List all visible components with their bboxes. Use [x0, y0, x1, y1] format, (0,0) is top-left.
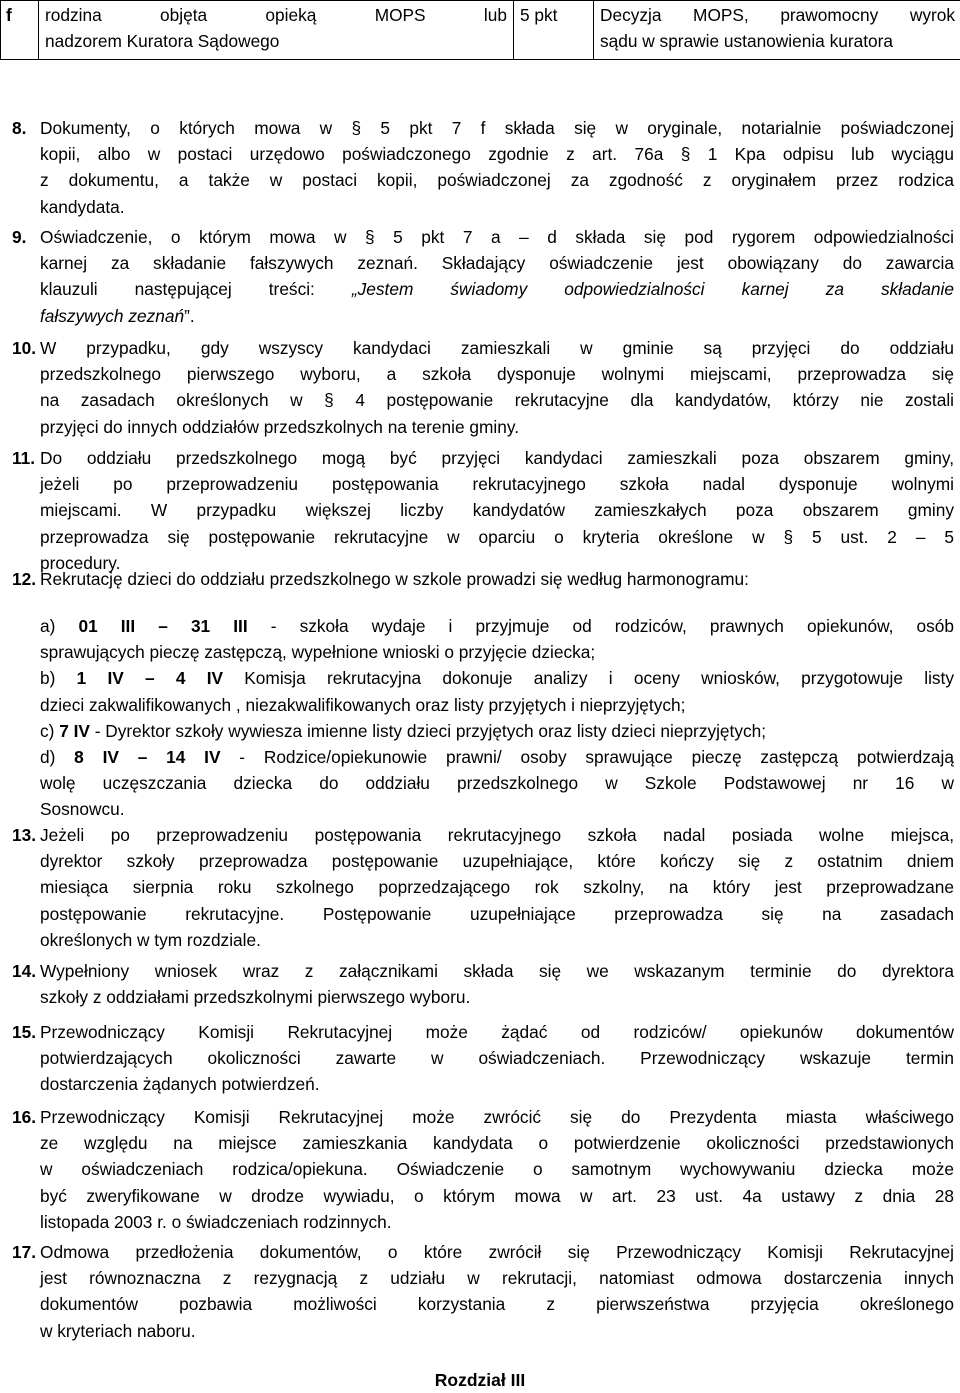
paragraph-13: Jeżeli po przeprowadzeniu postępowania rekrutacyjnego szkoła nadal posiada wolne miejsca, dyrektor szkoły przeprowadza postępowanie uzupełniające, które kończy się z ostatnim dniem miesiąca sierpnia roku szkolnego poprzedzającego rok szkolny, na który jest przeprowadzane postępowanie rekrutacyjne. Postępowanie uzupełniające przeprowadza się na zasadach określonych w tym rozdziale. — [40, 822, 954, 953]
paragraph-number: 9. — [12, 224, 26, 250]
paragraph-14: Wypełniony wniosek wraz z załącznikami składa się we wskazanym terminie do dyrektora szkoły z oddziałami przedszkolnymi pierwszego wyboru. — [40, 958, 954, 1010]
paragraph-number: 17. — [12, 1239, 36, 1265]
paragraph-number: 12. — [12, 566, 36, 592]
paragraph-number: 15. — [12, 1019, 36, 1045]
list-item: b) 1 IV – 4 IV Komisja rekrutacyjna dokonuje analizy i oceny wniosków, przygotowuje listy — [40, 665, 954, 691]
paragraph-number: 10. — [12, 335, 36, 361]
paragraph-12-intro: Rekrutację dzieci do oddziału przedszkolnego w szkole prowadzi się według harmonogramu: — [40, 566, 954, 592]
paragraph-16: Przewodniczący Komisji Rekrutacyjnej może zwrócić się do Prezydenta miasta właściwego ze względu na miejsce zamieszkania kandydata o potwierdzenie okoliczności przedstawionych w oświadczeniach rodzica/opiekuna. Oświadczenie o samotnym wychowywaniu dziecka może być zweryfikowane w drodze wywiadu, o którym mowa w art. 23 ust. 4a ustawy z dnia 28 listopada 2003 r. o świadczeniach rodzinnych. — [40, 1104, 954, 1235]
paragraph-number: 16. — [12, 1104, 36, 1130]
paragraph-17: Odmowa przedłożenia dokumentów, o które zwrócił się Przewodniczący Komisji Rekrutacyjnej jest równoznaczna z rezygnacją z udziału w rekrutacji, natomiast odmowa dostarczenia innych dokumentów pozbawia możliwości korzystania z pierwszeństwa przyjęcia określonego w kryteriach naboru. — [40, 1239, 954, 1344]
schedule-list: a) 01 III – 31 III - szkoła wydaje i przyjmuje od rodziców, prawnych opiekunów, osób sprawujących pieczę zastępczą, wypełnione wnioski o przyjęcie dziecka; b) 1 IV – 4 IV Komisja rekrutacyjna dokonuje analizy i oceny wniosków, przygotowuje listy dzieci zakwalifikowanych , niezakwalifikowanych oraz listy przyjętych i nieprzyjętych; c) 7 IV - Dyrektor szkoły wywiesza imienne listy dzieci przyjętych oraz listy dzieci nieprzyjętych; d) 8 IV – 14 IV - Rodzice/opiekunowie prawni/ osoby sprawujące pieczę zastępczą potwierdzają wolę uczęszczania dziecka do oddziału przedszkolnego w Szkole Podstawowej nr 16 w Sosnowcu. — [40, 613, 954, 823]
table-cell-description: rodzina objęta opieką MOPS lub nadzorem Kuratora Sądowego — [39, 1, 514, 60]
list-item: a) 01 III – 31 III - szkoła wydaje i przyjmuje od rodziców, prawnych opiekunów, osób — [40, 613, 954, 639]
paragraph-9: Oświadczenie, o którym mowa w § 5 pkt 7 a – d składa się pod rygorem odpowiedzialności karnej za składanie fałszywych zeznań. Składający oświadczenie jest obowiązany do zawarcia klauzuli następującej treści: „Jestem świadomy odpowiedzialności karnej za składanie fałszywych zeznań”. — [40, 224, 954, 329]
paragraph-number: 8. — [12, 115, 26, 141]
paragraph-number: 11. — [12, 445, 35, 471]
paragraph-number: 13. — [12, 822, 36, 848]
clause-intro: klauzuli następującej treści: — [40, 279, 352, 299]
table-cell-letter: f — [1, 1, 39, 60]
paragraph-10: W przypadku, gdy wszyscy kandydaci zamieszkali w gminie są przyjęci do oddziału przedszkolnego pierwszego wyboru, a szkoła dysponuje wolnymi miejscami, przeprowadza się na zasadach określonych w § 4 postępowanie rekrutacyjne dla kandydatów, którzy nie zostali przyjęci do innych oddziałów przedszkolnych na terenie gminy. — [40, 335, 954, 440]
clause-text: „Jestem świadomy odpowiedzialności karnej za składanie — [352, 279, 954, 299]
table-cell-points: 5 pkt — [514, 1, 594, 60]
criteria-table — [0, 0, 960, 60]
paragraph-8: Dokumenty, o których mowa w § 5 pkt 7 f składa się w oryginale, notarialnie poświadczonej kopii, albo w postaci urzędowo poświadczonego zgodnie z art. 76a § 1 Kpa odpisu lub wyciągu z dokumentu, a także w postaci kopii, poświadczonej za zgodność z oryginałem przez rodzica kandydata. — [40, 115, 954, 220]
paragraph-number: 14. — [12, 958, 36, 984]
table-cell-document: Decyzja MOPS, prawomocny wyrok sądu w sprawie ustanowienia kuratora — [594, 1, 960, 60]
table-row — [1, 1, 960, 60]
paragraph-15: Przewodniczący Komisji Rekrutacyjnej może żądać od rodziców/ opiekunów dokumentów potwierdzających okoliczności zawarte w oświadczeniach. Przewodniczący wskazuje termin dostarczenia żądanych potwierdzeń. — [40, 1019, 954, 1098]
paragraph-11: Do oddziału przedszkolnego mogą być przyjęci kandydaci zamieszkali poza obszarem gminy, jeżeli po przeprowadzeniu postępowania rekrutacyjnego szkoła nadal dysponuje wolnymi miejscami. W przypadku większej liczby kandydatów zamieszkałych poza obszarem gminy przeprowadza się postępowanie rekrutacyjne w oparciu o kryteria określone w § 5 ust. 2 – 5 procedury. — [40, 445, 954, 576]
chapter-heading: Rozdział III — [0, 1367, 960, 1393]
italic-clause-line — [40, 276, 954, 302]
list-item: d) 8 IV – 14 IV - Rodzice/opiekunowie prawni/ osoby sprawujące pieczę zastępczą potwierdzają — [40, 744, 954, 770]
list-item: c) 7 IV - Dyrektor szkoły wywiesza imienne listy dzieci przyjętych oraz listy dzieci nieprzyjętych; — [40, 718, 954, 744]
